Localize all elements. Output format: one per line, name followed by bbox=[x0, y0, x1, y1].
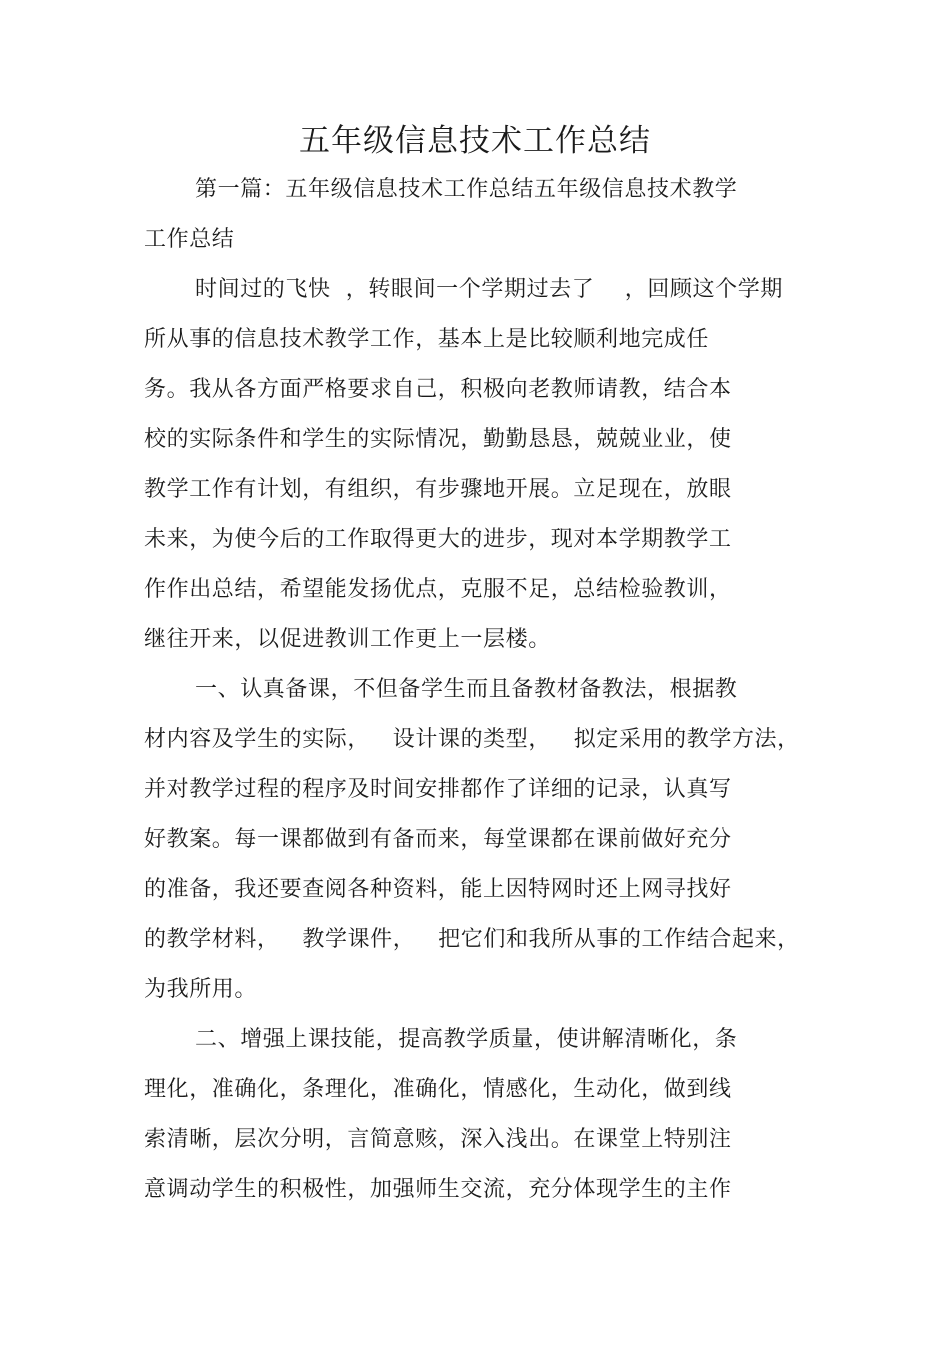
paragraph-line: 索清晰，层次分明，言简意赅，深入浅出。在课堂上特别注 bbox=[144, 1127, 732, 1152]
paragraph-line: 一、认真备课，不但备学生而且备教材备教法，根据教 bbox=[195, 677, 738, 702]
paragraph-line: 继往开来，以促进教训工作更上一层楼。 bbox=[144, 627, 551, 652]
paragraph-line: 所从事的信息技术教学工作，基本上是比较顺利地完成任 bbox=[144, 327, 710, 352]
paragraph-line: 务。我从各方面严格要求自己，积极向老教师请教，结合本 bbox=[144, 377, 732, 402]
paragraph-line: 二、增强上课技能，提高教学质量，使讲解清晰化，条 bbox=[195, 1027, 738, 1052]
paragraph-line: 校的实际条件和学生的实际情况，勤勤恳恳，兢兢业业，使 bbox=[144, 427, 732, 452]
paragraph-line: 好教案。每一课都做到有备而来，每堂课都在课前做好充分 bbox=[144, 827, 732, 852]
paragraph-line: 未来，为使今后的工作取得更大的进步，现对本学期教学工 bbox=[144, 527, 732, 552]
paragraph-line: 的教学材料， 教学课件， 把它们和我所从事的工作结合起来， bbox=[144, 927, 800, 952]
paragraph-line: 作作出总结，希望能发扬优点，克服不足，总结检验教训， bbox=[144, 577, 732, 602]
paragraph-line: 并对教学过程的程序及时间安排都作了详细的记录，认真写 bbox=[144, 777, 732, 802]
subtitle-line-2: 工作总结 bbox=[144, 227, 235, 252]
paragraph-line: 教学工作有计划，有组织，有步骤地开展。立足现在，放眼 bbox=[144, 477, 732, 502]
paragraph-line: 材内容及学生的实际， 设计课的类型， 拟定采用的教学方法， bbox=[144, 727, 800, 752]
paragraph-line: 意调动学生的积极性，加强师生交流，充分体现学生的主作 bbox=[144, 1177, 732, 1202]
paragraph-line: 为我所用。 bbox=[144, 977, 258, 1002]
paragraph-line: 理化，准确化，条理化，准确化，情感化，生动化，做到线 bbox=[144, 1077, 732, 1102]
subtitle-line-1: 第一篇：五年级信息技术工作总结五年级信息技术教学 bbox=[195, 177, 738, 202]
paragraph-line: 时间过的飞快 ，转眼间一个学期过去了 ，回顾这个学期 bbox=[195, 277, 783, 302]
paragraph-line: 的准备，我还要查阅各种资料，能上因特网时还上网寻找好 bbox=[144, 877, 732, 902]
document-title: 五年级信息技术工作总结 bbox=[299, 123, 651, 159]
